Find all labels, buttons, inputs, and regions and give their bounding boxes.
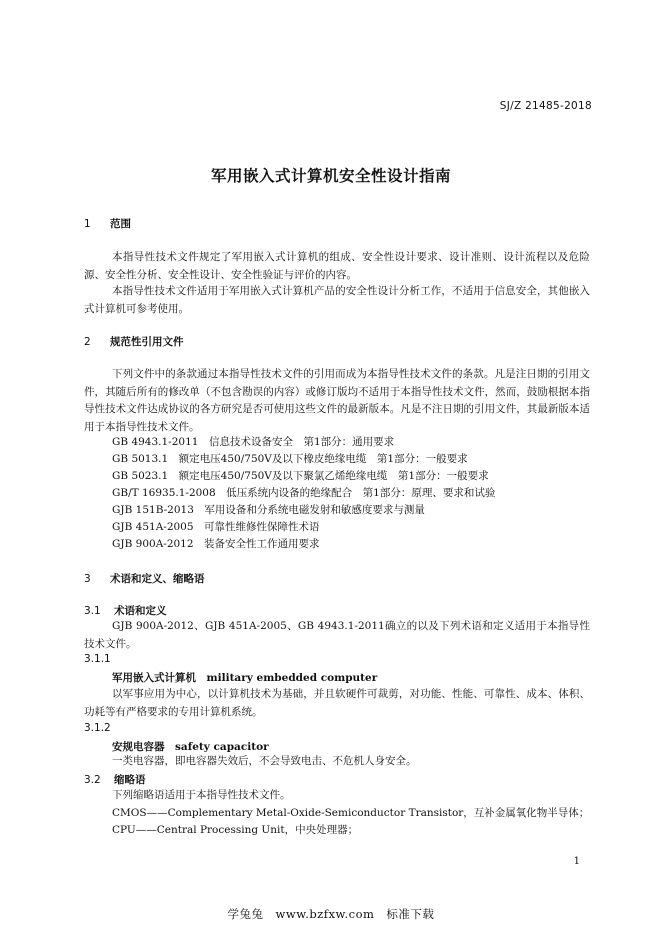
term-definition: 以军事应用为中心，以计算机技术为基础，并且软硬件可裁剪，对功能、性能、可靠性、成本、体积、功耗等有严格要求的专用计算机系统。 <box>84 688 590 718</box>
section-3-1-heading <box>84 603 167 618</box>
document-title: 军用嵌入式计算机安全性设计指南 <box>210 167 451 185</box>
section-3-heading <box>84 571 205 586</box>
term-military-embedded-computer: 军用嵌入式计算机 military embedded computer <box>112 672 378 684</box>
section-3-1-title: 术语和定义 <box>114 605 167 617</box>
page-number: 1 <box>573 856 580 867</box>
section-2-intro: 下列文件中的条款通过本指导性技术文件的引用而成为本指导性技术文件的条款。凡是注日期的引用文件，其随后所有的修改单（不包含勘误的内容）或修订版均不适用于本指导性技术文件，然而，鼓励根据本指导性技术文件达成协议的各方研究是否可使用这些文件的最新版本。凡是不注日期的引用文件，其最新版本适用于本指导性技术文件。 <box>84 368 590 433</box>
reference-item: GJB 451A-2005 可靠性维修性保障性术语 <box>112 521 320 533</box>
footer-watermark: 学兔兔 www.bzfxw.com 标准下载 <box>227 907 435 921</box>
reference-item: GJB 900A-2012 装备安全性工作通用要求 <box>112 538 320 550</box>
reference-item: GB/T 16935.1-2008 低压系统内设备的绝缘配合 第1部分：原理、要求和试验 <box>112 487 496 499</box>
reference-item: GJB 151B-2013 军用设备和分系统电磁发射和敏感度要求与测量 <box>112 504 425 516</box>
section-1-paragraph-2: 本指导性技术文件适用于军用嵌入式计算机产品的安全性设计分析工作，不适用于信息安全，其他嵌入式计算机可参考使用。 <box>84 285 590 315</box>
section-1-heading <box>84 216 131 231</box>
section-3-2-title: 缩略语 <box>114 774 146 786</box>
section-3-2-heading <box>84 772 146 787</box>
section-3-1-1-number: 3.1.1 <box>84 653 111 665</box>
abbreviation-item: CPU——Central Processing Unit，中央处理器； <box>112 824 359 836</box>
reference-item: GB 4943.1-2011 信息技术设备安全 第1部分：通用要求 <box>112 436 395 448</box>
reference-item: GB 5013.1 额定电压450/750V及以下橡皮绝缘电缆 第1部分：一般要求 <box>112 453 468 465</box>
term-safety-capacitor: 安规电容器 safety capacitor <box>112 741 269 753</box>
section-1-number: 1 <box>84 218 91 230</box>
section-3-number: 3 <box>84 573 91 585</box>
section-1-title: 范围 <box>110 218 131 230</box>
standard-code: SJ/Z 21485-2018 <box>499 100 592 112</box>
section-3-2-number: 3.2 <box>84 774 101 786</box>
section-2-number: 2 <box>84 336 91 348</box>
section-3-1-intro: GJB 900A-2012、GJB 451A-2005、GB 4943.1-2011确立的以及下列术语和定义适用于本指导性技术文件。 <box>84 620 590 650</box>
section-2-heading <box>84 334 184 349</box>
section-3-1-number: 3.1 <box>84 605 101 617</box>
abbreviation-item: CMOS——Complementary Metal-Oxide-Semiconductor Transistor，互补金属氧化物半导体； <box>112 807 590 819</box>
section-3-1-2-number: 3.1.2 <box>84 722 111 734</box>
section-1-paragraph-1: 本指导性技术文件规定了军用嵌入式计算机的组成、安全性设计要求、设计准则、设计流程以及危险源、安全性分析、安全性设计、安全性验证与评价的内容。 <box>84 251 590 281</box>
section-2-title: 规范性引用文件 <box>110 336 184 348</box>
reference-item: GB 5023.1 额定电压450/750V及以下聚氯乙烯绝缘电缆 第1部分：一般要求 <box>112 470 489 482</box>
term-definition: 一类电容器，即电容器失效后，不会导致电击、不危机人身安全。 <box>112 755 417 767</box>
abbreviation-intro: 下列缩略语适用于本指导性技术文件。 <box>112 789 291 801</box>
section-3-title: 术语和定义、缩略语 <box>110 573 205 585</box>
